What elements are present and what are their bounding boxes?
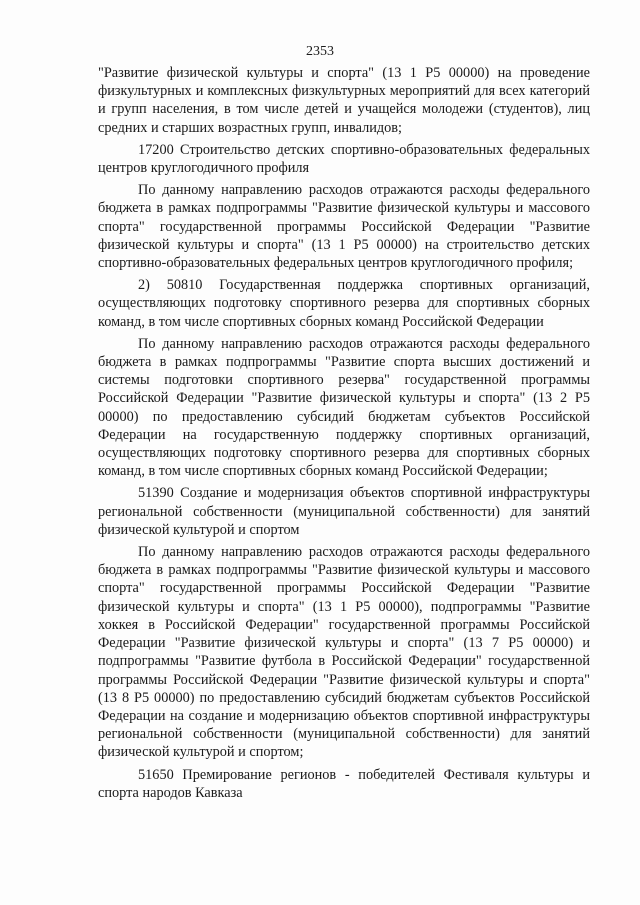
paragraph-code-50810: 2) 50810 Государственная поддержка спортивных организаций, осуществляющих подготовку спортивного резерва для спортивных сборных команд, в том числе спортивных сборных команд Российской Федерации xyxy=(98,277,590,330)
paragraph-50810-description: По данному направлению расходов отражаются расходы федерального бюджета в рамках подпрограммы "Развитие спорта высших достижений и системы подготовки спортивного резерва" государственной программы Российской Федерации "Развитие физической культуры и спорта" (13 2 P5 00000) по предоставлению субсидий бюджетам субъектов Российской Федерации на государственную поддержку спортивных организаций, осуществляющих подготовку спортивного резерва для спортивных сборных команд, в том числе спортивных сборных команд Российской Федерации; xyxy=(98,335,590,480)
paragraph-code-51650: 51650 Премирование регионов - победителей Фестиваля культуры и спорта народов Кавказа xyxy=(98,766,590,801)
paragraph-17200-description: По данному направлению расходов отражаются расходы федерального бюджета в рамках подпрограммы "Развитие физической культуры и массового спорта" государственной программы Российской Федерации "Развитие физической культуры и спорта" (13 1 P5 00000) на строительство детских спортивно-образовательных федеральных центров круглогодичного профиля; xyxy=(98,182,590,272)
paragraph-code-17200: 17200 Строительство детских спортивно-образовательных федеральных центров круглогодичного профиля xyxy=(98,141,590,177)
paragraph-code-51390: 51390 Создание и модернизация объектов спортивной инфраструктуры региональной собственности (муниципальной собственности) для занятий физической культурой и спортом xyxy=(98,485,590,538)
paragraph-program-events: "Развитие физической культуры и спорта" (13 1 P5 00000) на проведение физкультурных и комплексных физкультурных мероприятий для всех категорий и групп населения, в том числе детей и учащейся молодежи (студентов), лиц средних и старших возрастных групп, инвалидов; xyxy=(98,65,590,136)
page-number: 2353 xyxy=(306,44,334,59)
paragraph-51390-description: По данному направлению расходов отражаются расходы федерального бюджета в рамках подпрограммы "Развитие физической культуры и массового спорта" государственной программы Российской Федерации "Развитие физической культуры и спорта" (13 1 P5 00000), подпрограммы "Развитие хоккея в Российской Федерации" государственной программы Российской Федерации "Развитие физической культуры и спорта" (13 7 P5 00000) и подпрограммы "Развитие футбола в Российской Федерации" государственной программы Российской Федерации "Развитие физической культуры и спорта" (13 8 P5 00000) по предоставлению субсидий бюджетам субъектов Российской Федерации на создание и модернизацию объектов спортивной инфраструктуры региональной собственности (муниципальной собственности) для занятий физической культурой и спортом; xyxy=(98,544,590,761)
document-body xyxy=(98,64,590,806)
